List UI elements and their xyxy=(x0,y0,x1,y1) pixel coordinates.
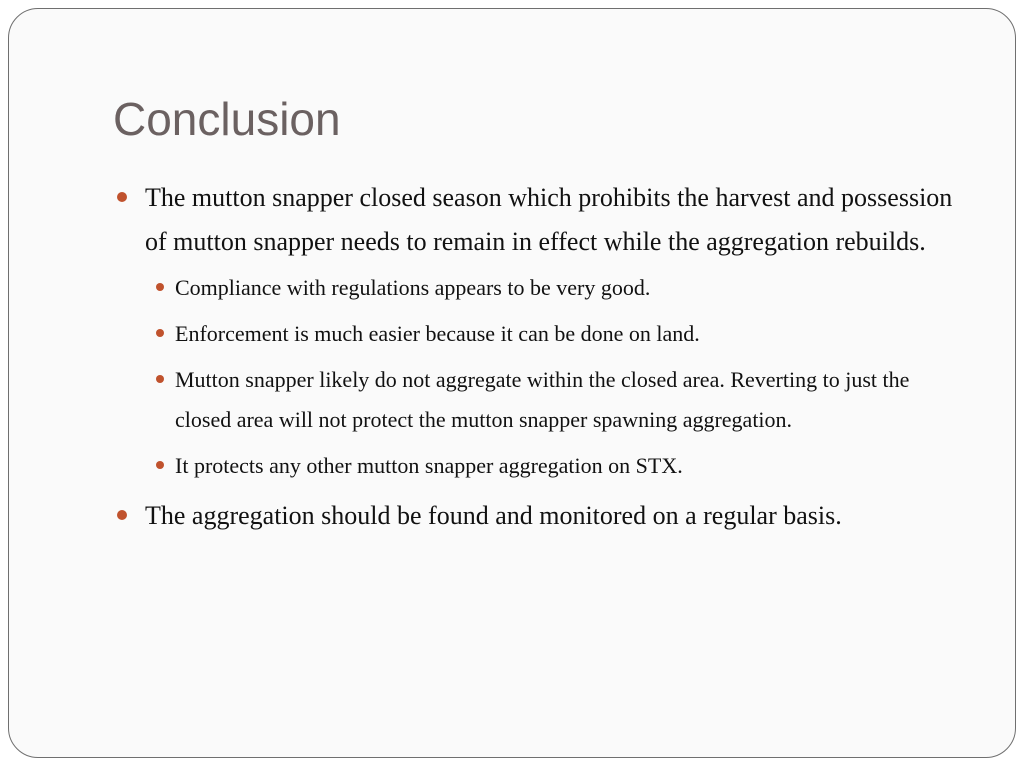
bullet-item xyxy=(9,494,1016,538)
sub-bullet-item xyxy=(145,360,967,440)
bullet-list xyxy=(9,176,1016,540)
sub-bullet-dot-icon xyxy=(156,283,164,291)
slide-title: Conclusion xyxy=(113,93,341,145)
bullet-item xyxy=(9,176,1016,486)
bullet-text: The aggregation should be found and monitored on a regular basis. xyxy=(145,501,842,530)
sub-bullet-item xyxy=(145,446,967,486)
sub-bullet-dot-icon xyxy=(156,461,164,469)
sub-bullet-list xyxy=(145,268,967,486)
bullet-dot-icon xyxy=(117,192,127,202)
sub-bullet-dot-icon xyxy=(156,329,164,337)
sub-bullet-text: It protects any other mutton snapper aggregation on STX. xyxy=(175,453,683,478)
bullet-text: The mutton snapper closed season which prohibits the harvest and possession of mutton snapper needs to remain in effect while the aggregation rebuilds. xyxy=(145,183,953,256)
sub-bullet-item xyxy=(145,314,967,354)
sub-bullet-text: Mutton snapper likely do not aggregate within the closed area. Reverting to just the closed area will not protect the mutton snapper spawning aggregation. xyxy=(175,367,910,432)
slide-frame xyxy=(8,8,1016,758)
sub-bullet-text: Compliance with regulations appears to be very good. xyxy=(175,275,651,300)
sub-bullet-item xyxy=(145,268,967,308)
bullet-dot-icon xyxy=(117,510,127,520)
sub-bullet-dot-icon xyxy=(156,375,164,383)
sub-bullet-text: Enforcement is much easier because it can be done on land. xyxy=(175,321,700,346)
